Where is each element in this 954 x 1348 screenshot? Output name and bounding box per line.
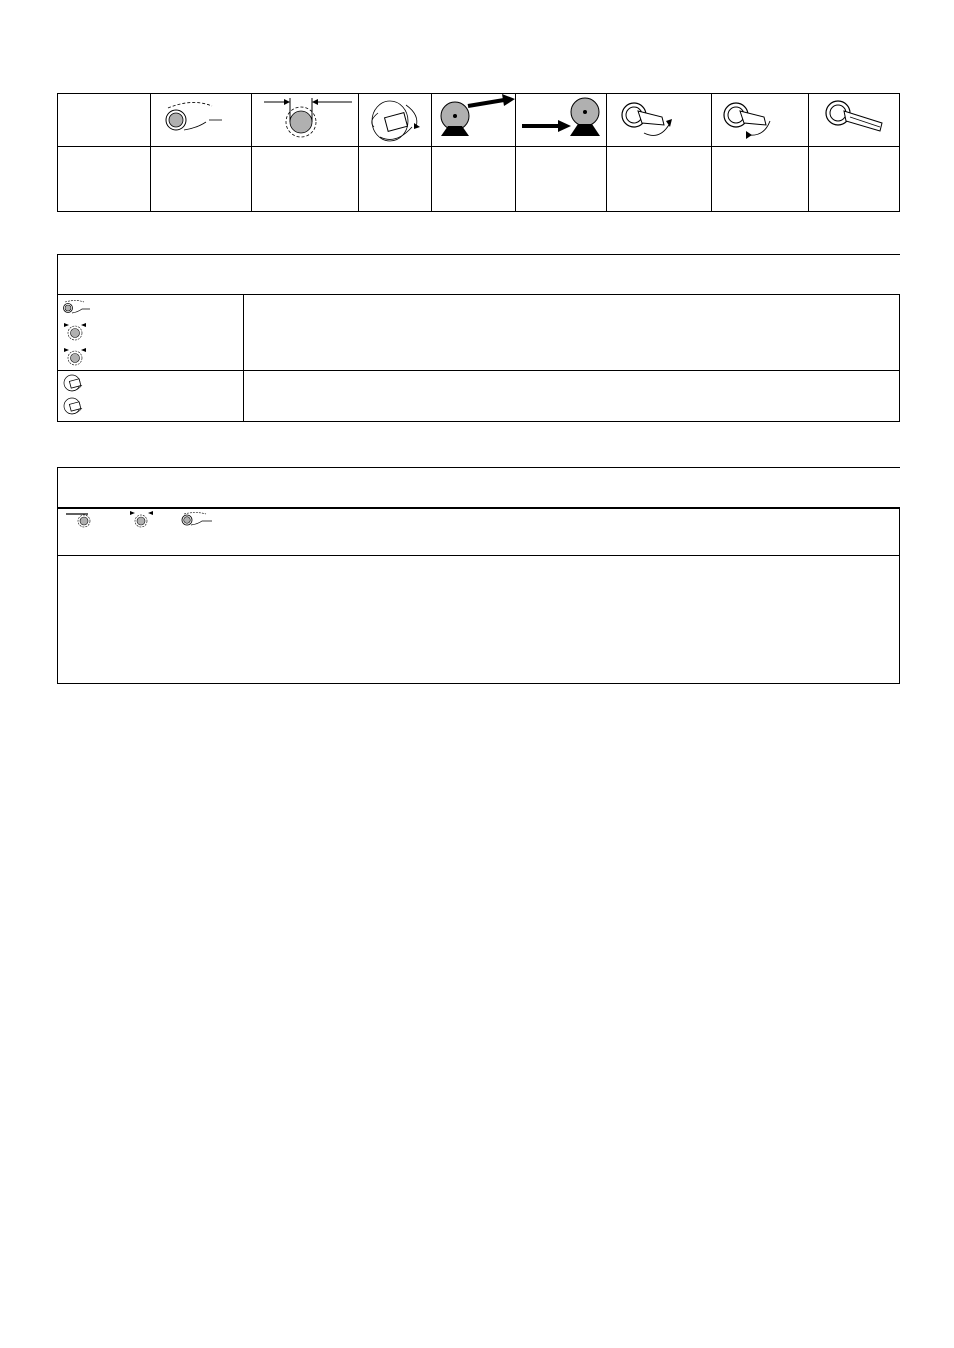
twist-drive-icon [62, 396, 86, 416]
orbit-drive-icon [162, 100, 232, 140]
push-drive-icon [438, 96, 518, 140]
twist-drive-icon [366, 97, 426, 145]
straight-tool-icon [824, 97, 890, 141]
orbit-drive-icon [62, 299, 94, 317]
twist-left-icon [722, 97, 778, 143]
radial-drive-icon [128, 508, 156, 530]
radial-drive-icon [62, 345, 88, 367]
radial-drive-icon [62, 320, 88, 342]
radial-drive-icon [262, 96, 354, 144]
radial-drive-icon [66, 510, 96, 530]
orbit-drive-icon [180, 511, 216, 529]
pull-drive-icon [520, 96, 604, 140]
twist-right-icon [620, 97, 676, 143]
twist-drive-icon [62, 373, 86, 393]
